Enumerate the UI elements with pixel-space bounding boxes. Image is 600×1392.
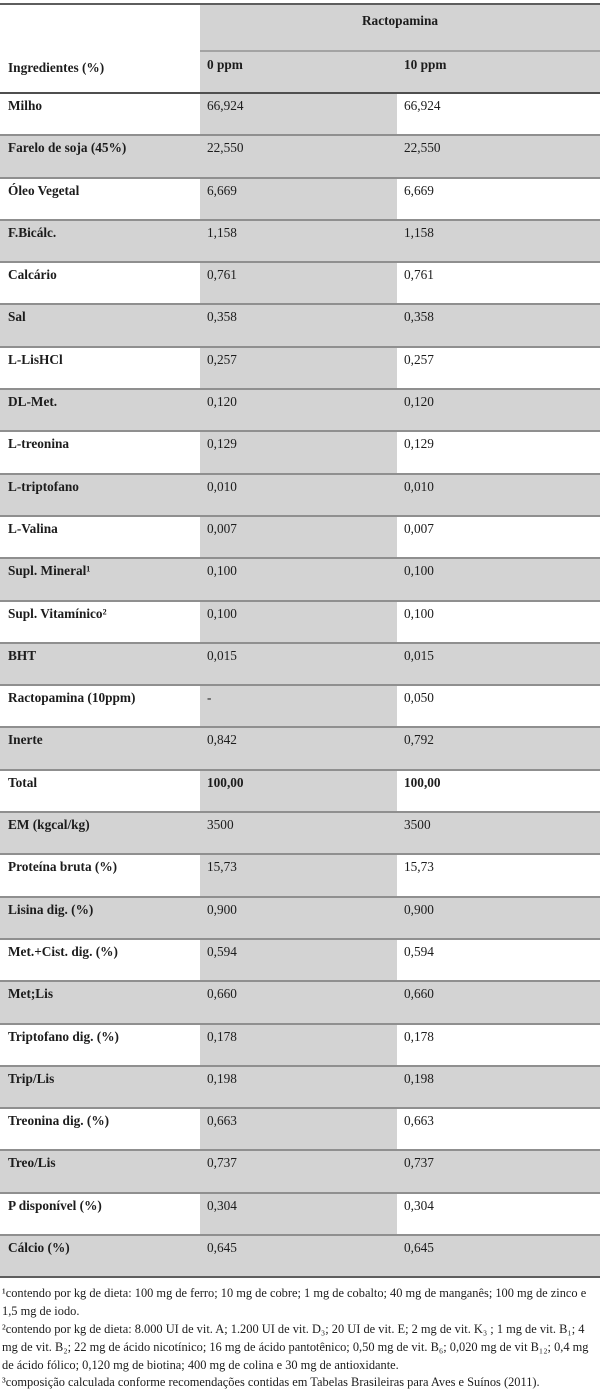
value-10ppm-cell: 0,120: [397, 389, 600, 431]
value-0ppm-cell: 0,900: [200, 897, 397, 939]
value-0ppm-cell: 0,737: [200, 1150, 397, 1192]
table-row: [0, 389, 600, 431]
column-group-header-ractopamina: Ractopamina: [200, 4, 600, 51]
value-10ppm-cell: 15,73: [397, 854, 600, 896]
value-10ppm-cell: 0,050: [397, 685, 600, 727]
table-header: [0, 4, 600, 93]
value-10ppm-cell: 0,594: [397, 939, 600, 981]
table-row: [0, 516, 600, 558]
table-row: [0, 220, 600, 262]
ingredient-label-cell: Milho: [0, 93, 200, 135]
value-10ppm-cell: 22,550: [397, 135, 600, 177]
value-10ppm-cell: 0,663: [397, 1108, 600, 1150]
value-10ppm-cell: 0,900: [397, 897, 600, 939]
value-0ppm-cell: 0,178: [200, 1024, 397, 1066]
footnote-vitamin-supplement: ²contendo por kg de dieta: 8.000 UI de vit. A; 1.200 UI de vit. D₃; 20 UI de vit. E; 2 mg de vit. K₃ ; 1 mg de vit. B₁; 4 mg de vit. B₂; 22 mg de ácido nicotínico; 16 mg de ácido pantotênico; 0,50 mg de vit. B₆; 0,020 mg de vit B₁₂; 0,4 mg de ácido fólico; 0,120 mg de biotina; 400 mg de colina e 30 mg de antioxidante.: [2, 1321, 589, 1372]
table-row: [0, 1235, 600, 1277]
footnote-mineral-supplement: ¹contendo por kg de dieta: 100 mg de ferro; 10 mg de cobre; 1 mg de cobalto; 40 mg de manganês; 100 mg de zinco e 1,5 mg de iodo.: [2, 1286, 587, 1319]
value-0ppm-cell: 0,007: [200, 516, 397, 558]
table-row: [0, 727, 600, 769]
value-0ppm-cell: 1,158: [200, 220, 397, 262]
value-10ppm-cell: 0,198: [397, 1066, 600, 1108]
value-10ppm-cell: 0,007: [397, 516, 600, 558]
table-row: [0, 643, 600, 685]
value-10ppm-cell: 0,178: [397, 1024, 600, 1066]
value-0ppm-cell: 0,100: [200, 558, 397, 600]
ingredient-label-cell: Cálcio (%): [0, 1235, 200, 1277]
value-0ppm-cell: 0,358: [200, 304, 397, 346]
value-10ppm-cell: 0,100: [397, 601, 600, 643]
value-10ppm-cell: 0,129: [397, 431, 600, 473]
document-page: [0, 3, 600, 1390]
value-0ppm-cell: 6,669: [200, 178, 397, 220]
table-row: [0, 939, 600, 981]
table-row: [0, 981, 600, 1023]
ingredient-label-cell: Treo/Lis: [0, 1150, 200, 1192]
value-0ppm-cell: 0,660: [200, 981, 397, 1023]
ingredient-label-cell: Calcário: [0, 262, 200, 304]
value-10ppm-cell: 0,792: [397, 727, 600, 769]
table-row: [0, 178, 600, 220]
value-0ppm-cell: 0,663: [200, 1108, 397, 1150]
ingredient-label-cell: Farelo de soja (45%): [0, 135, 200, 177]
value-0ppm-cell: 0,842: [200, 727, 397, 769]
header-group-row: [0, 4, 600, 51]
value-10ppm-cell: 66,924: [397, 93, 600, 135]
value-10ppm-cell: 0,304: [397, 1193, 600, 1235]
value-0ppm-cell: 3500: [200, 812, 397, 854]
value-10ppm-cell: 3500: [397, 812, 600, 854]
table-row: [0, 304, 600, 346]
table-row: [0, 897, 600, 939]
value-0ppm-cell: 0,761: [200, 262, 397, 304]
ingredient-label-cell: Supl. Mineral¹: [0, 558, 200, 600]
value-10ppm-cell: 100,00: [397, 770, 600, 812]
column-header-0ppm: 0 ppm: [200, 51, 397, 93]
table-row: [0, 770, 600, 812]
ingredient-label-cell: Inerte: [0, 727, 200, 769]
value-0ppm-cell: 0,304: [200, 1193, 397, 1235]
table-body: [0, 93, 600, 1277]
value-0ppm-cell: 15,73: [200, 854, 397, 896]
ingredient-label-cell: BHT: [0, 643, 200, 685]
ingredient-label-cell: EM (kgcal/kg): [0, 812, 200, 854]
value-10ppm-cell: 0,645: [397, 1235, 600, 1277]
value-0ppm-cell: 0,257: [200, 347, 397, 389]
ingredient-label-cell: L-Valina: [0, 516, 200, 558]
ingredient-label-cell: Treonina dig. (%): [0, 1108, 200, 1150]
ingredient-label-cell: Met.+Cist. dig. (%): [0, 939, 200, 981]
ingredient-label-cell: F.Bicálc.: [0, 220, 200, 262]
value-0ppm-cell: 100,00: [200, 770, 397, 812]
value-0ppm-cell: 0,594: [200, 939, 397, 981]
ingredient-label-cell: DL-Met.: [0, 389, 200, 431]
ingredient-label-cell: Trip/Lis: [0, 1066, 200, 1108]
table-row: [0, 431, 600, 473]
value-10ppm-cell: 0,761: [397, 262, 600, 304]
value-0ppm-cell: 66,924: [200, 93, 397, 135]
value-10ppm-cell: 1,158: [397, 220, 600, 262]
value-10ppm-cell: 0,358: [397, 304, 600, 346]
footnote-calculated-composition: ³composição calculada conforme recomendações contidas em Tabelas Brasileiras para Aves e Suínos (2011).: [2, 1375, 540, 1390]
ingredient-label-cell: Proteína bruta (%): [0, 854, 200, 896]
value-0ppm-cell: 0,100: [200, 601, 397, 643]
value-0ppm-cell: 0,198: [200, 1066, 397, 1108]
value-10ppm-cell: 0,257: [397, 347, 600, 389]
table-row: [0, 1150, 600, 1192]
table-row: [0, 854, 600, 896]
column-header-ingredients: Ingredientes (%): [0, 4, 200, 93]
ingredient-label-cell: L-triptofano: [0, 474, 200, 516]
table-row: [0, 1024, 600, 1066]
ingredient-label-cell: Ractopamina (10ppm): [0, 685, 200, 727]
value-0ppm-cell: 0,120: [200, 389, 397, 431]
column-header-10ppm: 10 ppm: [397, 51, 600, 93]
value-10ppm-cell: 6,669: [397, 178, 600, 220]
ingredient-label-cell: P disponível (%): [0, 1193, 200, 1235]
value-10ppm-cell: 0,100: [397, 558, 600, 600]
value-0ppm-cell: 0,129: [200, 431, 397, 473]
table-row: [0, 474, 600, 516]
ingredient-label-cell: Met;Lis: [0, 981, 200, 1023]
table-row: [0, 262, 600, 304]
table-row: [0, 1066, 600, 1108]
table-row: [0, 93, 600, 135]
ingredient-label-cell: Total: [0, 770, 200, 812]
value-10ppm-cell: 0,660: [397, 981, 600, 1023]
value-10ppm-cell: 0,010: [397, 474, 600, 516]
table-row: [0, 685, 600, 727]
table-row: [0, 601, 600, 643]
ingredient-label-cell: Supl. Vitamínico²: [0, 601, 200, 643]
diet-composition-table: [0, 3, 600, 1278]
footnotes-block: [0, 1278, 600, 1392]
value-0ppm-cell: 22,550: [200, 135, 397, 177]
ingredient-label-cell: Triptofano dig. (%): [0, 1024, 200, 1066]
value-0ppm-cell: 0,010: [200, 474, 397, 516]
ingredient-label-cell: Lisina dig. (%): [0, 897, 200, 939]
value-0ppm-cell: -: [200, 685, 397, 727]
table-row: [0, 1193, 600, 1235]
table-row: [0, 558, 600, 600]
value-0ppm-cell: 0,015: [200, 643, 397, 685]
value-0ppm-cell: 0,645: [200, 1235, 397, 1277]
ingredient-label-cell: L-LisHCl: [0, 347, 200, 389]
table-row: [0, 812, 600, 854]
table-row: [0, 1108, 600, 1150]
table-row: [0, 347, 600, 389]
ingredient-label-cell: L-treonina: [0, 431, 200, 473]
ingredient-label-cell: Óleo Vegetal: [0, 178, 200, 220]
ingredient-label-cell: Sal: [0, 304, 200, 346]
table-row: [0, 135, 600, 177]
value-10ppm-cell: 0,737: [397, 1150, 600, 1192]
value-10ppm-cell: 0,015: [397, 643, 600, 685]
